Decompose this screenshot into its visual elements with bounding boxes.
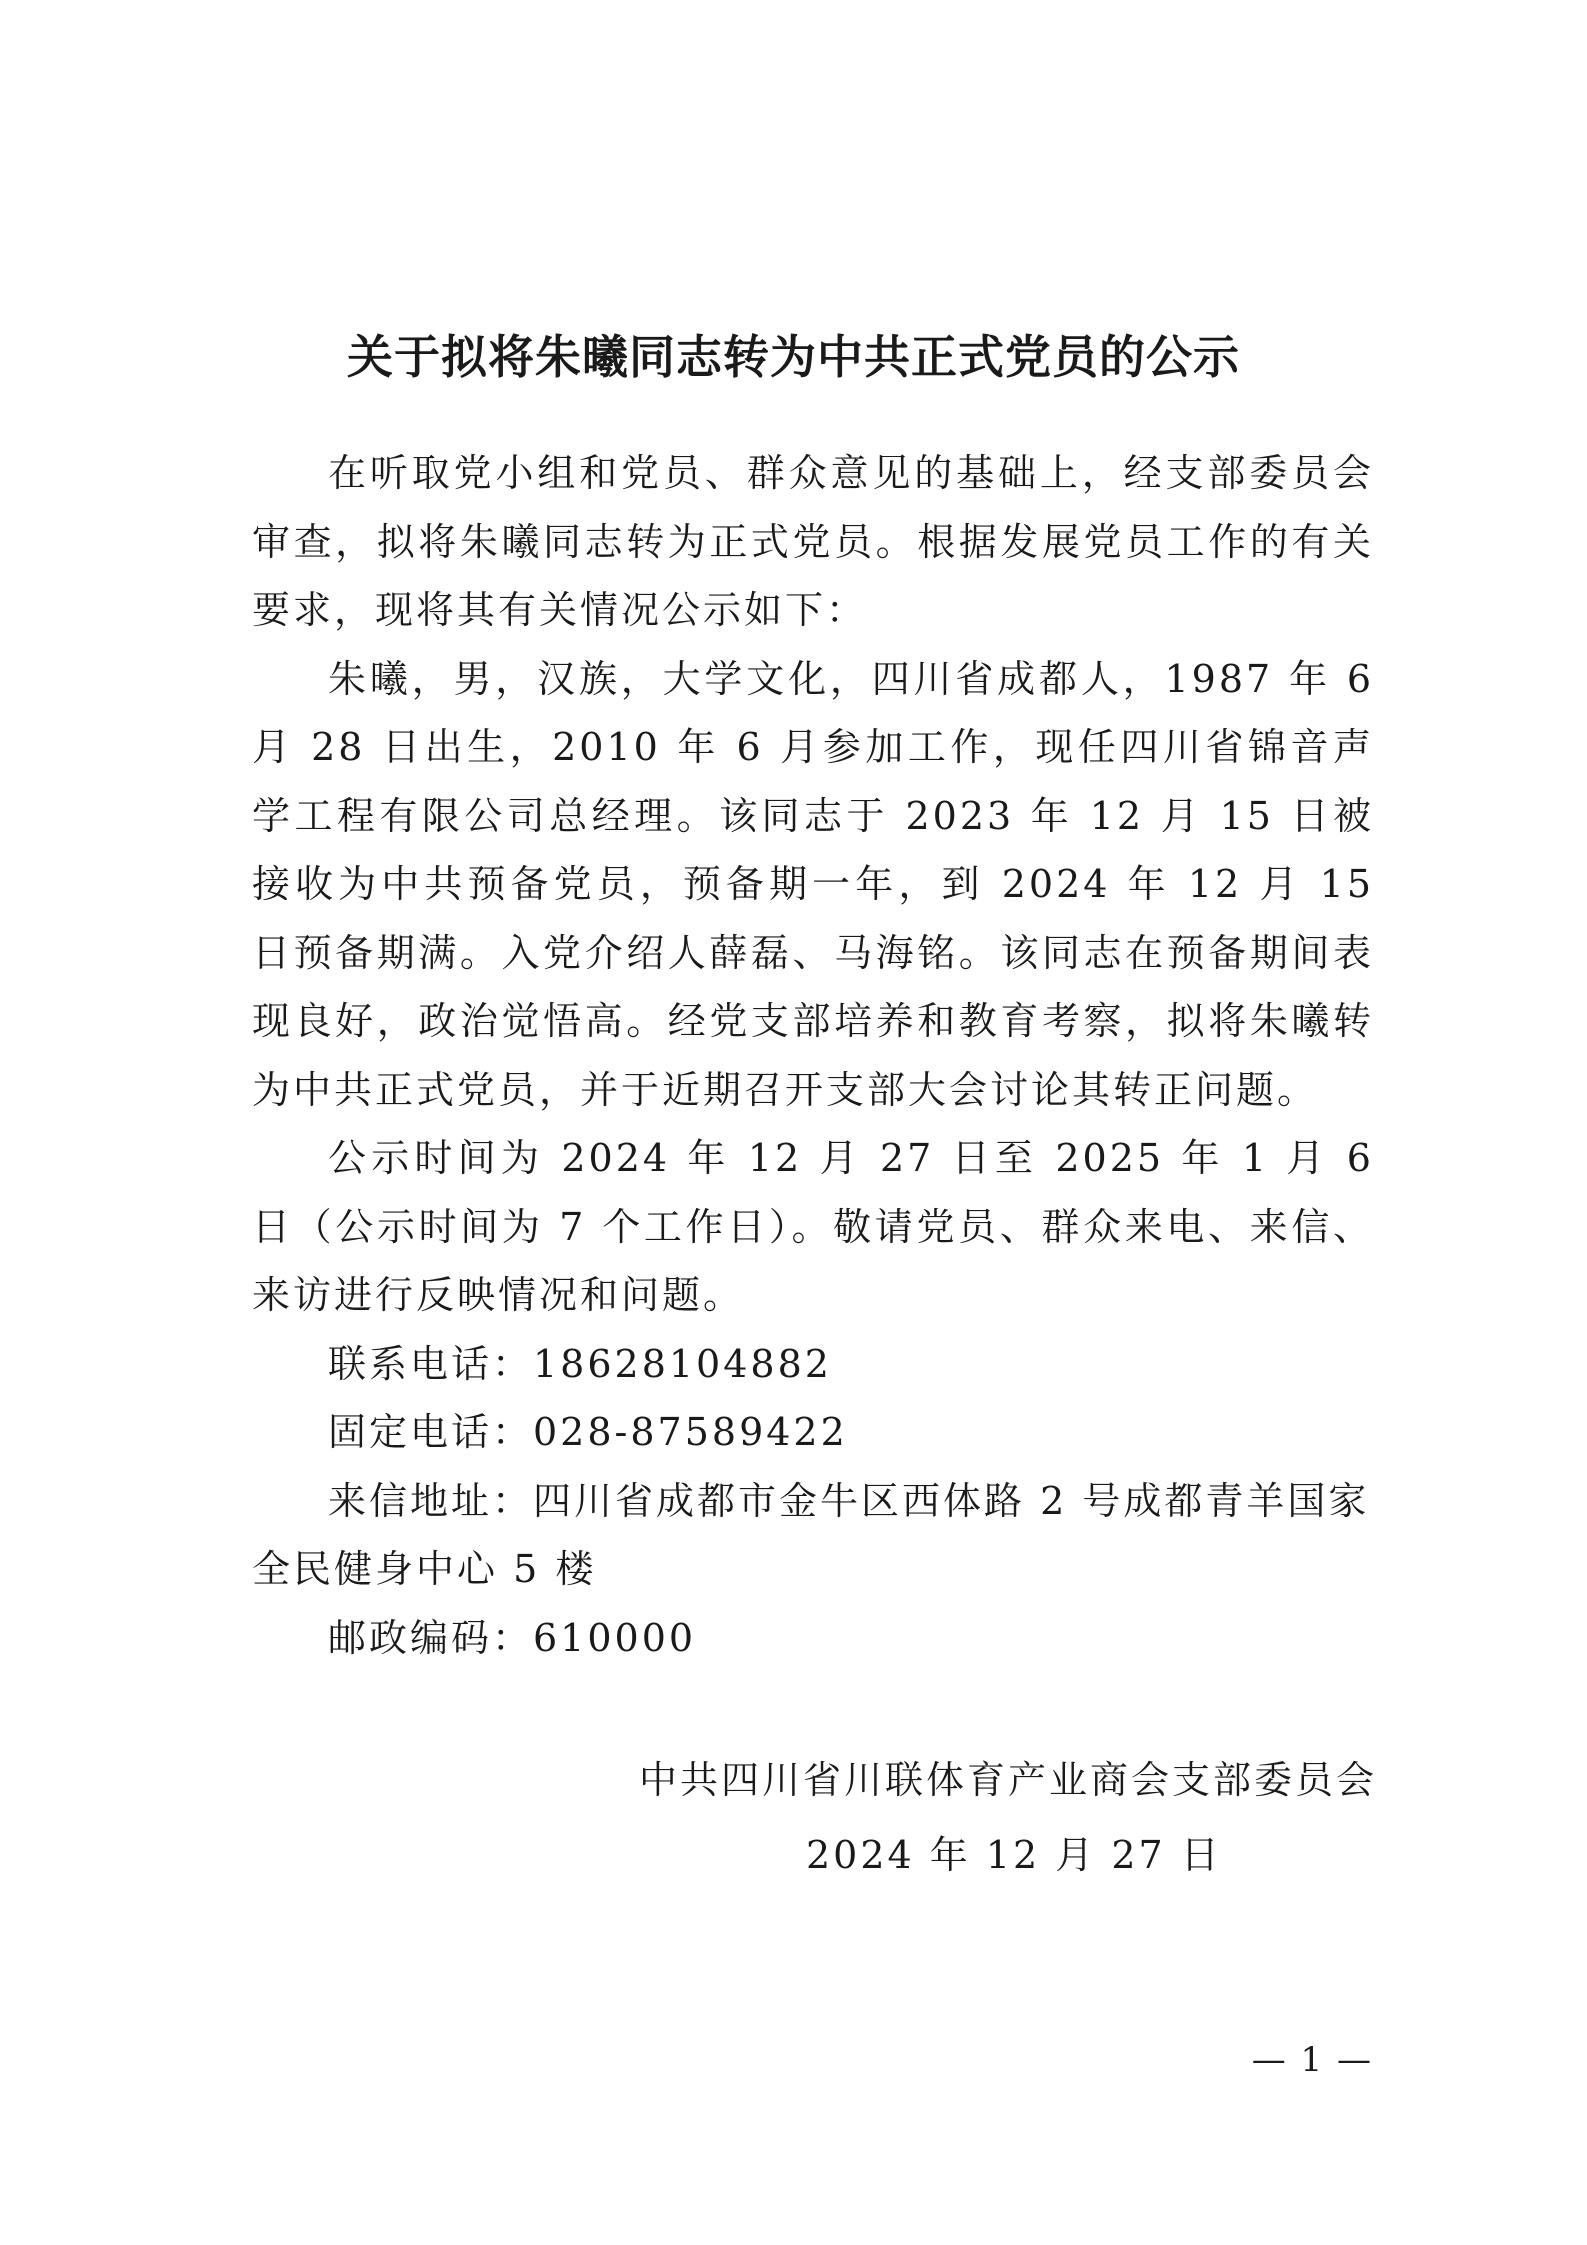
- contact-postcode: 邮政编码：610000: [328, 1615, 697, 1660]
- document-title: 关于拟将朱曦同志转为中共正式党员的公示: [347, 330, 1240, 384]
- page-number: — 1 —: [1251, 2040, 1373, 2080]
- contact-address: 来信地址：四川省成都市金牛区西体路 2 号成都青羊国家全民健身中心 5 楼: [252, 1478, 1370, 1591]
- issuer-signature: 中共四川省川联体育产业商会支部委员会: [638, 1758, 1377, 1802]
- issue-date: 2024 年 12 月 27 日: [806, 1833, 1222, 1877]
- document-body: [252, 439, 1374, 1672]
- paragraph-notice-period: 公示时间为 2024 年 12 月 27 日至 2025 年 1 月 6 日（公示时间为 7 个工作日）。敬请党员、群众来电、来信、来访进行反映情况和问题。: [252, 1136, 1374, 1317]
- paragraph-candidate-info: 朱曦，男，汉族，大学文化，四川省成都人，1987 年 6 月 28 日出生，2010 年 6 月参加工作，现任四川省锦音声学工程有限公司总经理。该同志于 2023 年 12 月 15 日被接收为中共预备党员，预备期一年，到 2024 年 12 月 15 日预备期满。入党介绍人薛磊、马海铭。该同志在预备期间表现良好，政治觉悟高。经党支部培养和教育考察，拟将朱曦转为中共正式党员，并于近期召开支部大会讨论其转正问题。: [252, 656, 1374, 1112]
- contact-phone: 联系电话：18628104882: [328, 1341, 832, 1386]
- paragraph-intro: 在听取党小组和党员、群众意见的基础上，经支部委员会审查，拟将朱曦同志转为正式党员。根据发展党员工作的有关要求，现将其有关情况公示如下：: [252, 451, 1374, 632]
- contact-landline: 固定电话：028-87589422: [328, 1410, 848, 1454]
